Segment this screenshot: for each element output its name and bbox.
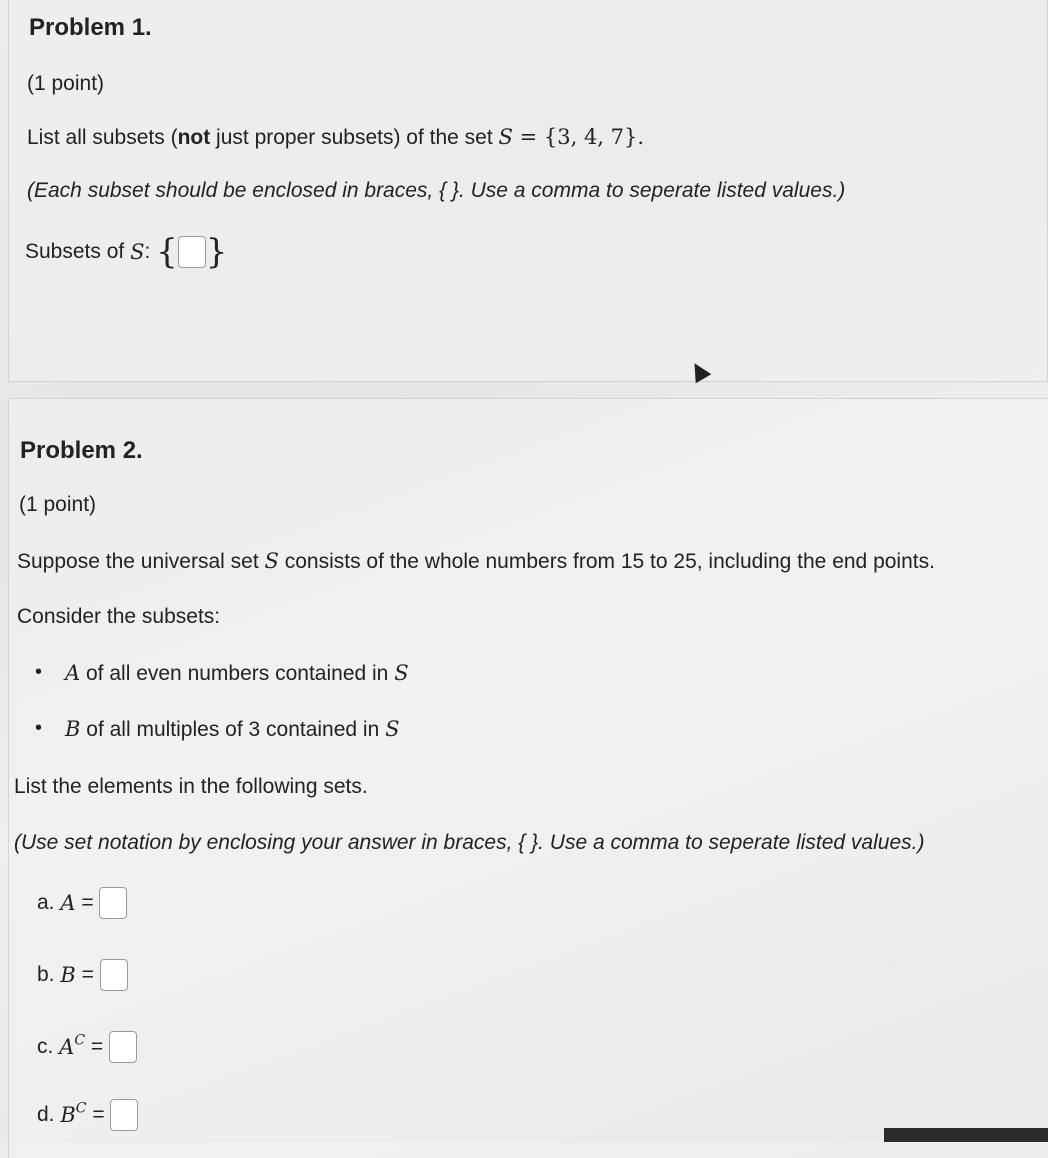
problem-1-prompt: List all subsets (not just proper subsets) of the set S = {3, 4, 7}. (27, 125, 645, 149)
part-a-row: a. A = (37, 887, 127, 919)
problem-1-card (8, 0, 1048, 382)
problem-2-list-text: List the elements in the following sets. (14, 775, 368, 798)
problem-2-consider: Consider the subsets: (17, 605, 221, 628)
close-brace: } (205, 232, 228, 272)
part-c-answer-input[interactable] (109, 1031, 137, 1063)
subsets-answer-input[interactable] (178, 236, 206, 268)
problem-2-prompt: Suppose the universal set S consists of the whole numbers from 15 to 25, including the end points. (17, 549, 935, 573)
problem-2-points: (1 point) (19, 493, 97, 516)
problem-2-title: Problem 2. (20, 437, 143, 464)
dark-bar-edge (884, 1128, 1048, 1142)
subset-a-description: A of all even numbers contained in S (65, 661, 409, 685)
subset-b-description: B of all multiples of 3 contained in S (65, 717, 400, 741)
problem-1-answer-row: Subsets of S: { } (25, 232, 228, 272)
part-d-answer-input[interactable] (110, 1099, 138, 1131)
bullet-dot-icon: • (35, 661, 43, 683)
problem-2-card (8, 398, 1048, 1158)
problem-1-points: (1 point) (27, 72, 105, 95)
part-b-answer-input[interactable] (100, 959, 128, 991)
open-brace: { (156, 232, 178, 272)
part-c-row: c. $A^C$ = (37, 1031, 137, 1063)
problem-1-title: Problem 1. (29, 14, 152, 41)
part-d-row: d. $B^C$ = (37, 1099, 138, 1131)
bullet-dot-icon: • (35, 717, 43, 739)
problem-2-instruction: (Use set notation by enclosing your answer in braces, { }. Use a comma to seperate listed values.) (14, 831, 925, 854)
part-b-row: b. B = (37, 959, 128, 991)
part-a-answer-input[interactable] (99, 887, 127, 919)
problem-1-instruction: (Each subset should be enclosed in braces, { }. Use a comma to seperate listed values.) (27, 179, 846, 202)
